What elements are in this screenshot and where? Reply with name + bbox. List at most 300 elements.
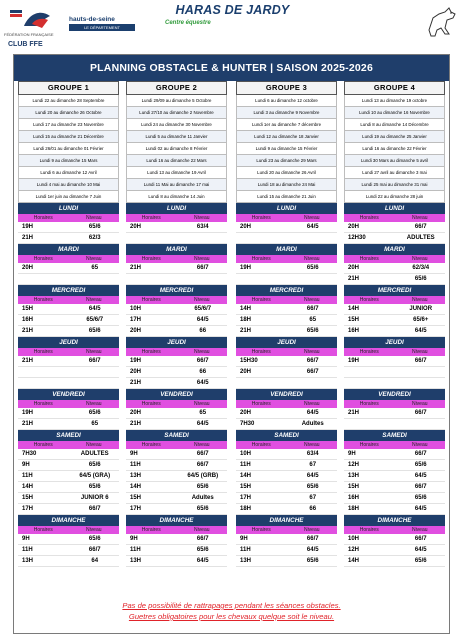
schedule-row (236, 449, 337, 460)
day-section (126, 515, 227, 567)
time-cell: 20H (240, 224, 252, 230)
level-cell: 65/6 (88, 536, 101, 542)
schedule-row (236, 326, 337, 337)
day-section (344, 515, 445, 567)
time-cell: 20H (130, 369, 142, 375)
level-cell: 65 (199, 410, 207, 416)
brand-block (165, 3, 300, 26)
time-cell: 19H (348, 358, 360, 364)
niveau-label: Niveau (303, 215, 320, 221)
day-section (236, 515, 337, 567)
day-header: MARDI (344, 244, 445, 255)
week-item: Lundi 16 au dimanche 22 Mars (126, 155, 227, 167)
time-cell: 17H (130, 317, 142, 323)
schedule-row (236, 263, 337, 274)
level-cell: 66/7 (196, 358, 209, 364)
column-headers (126, 400, 227, 408)
time-cell: 21H (22, 328, 34, 334)
day-header: JEUDI (18, 337, 119, 348)
schedule-row (344, 534, 445, 545)
schedule-row (344, 545, 445, 556)
schedule-row (126, 449, 227, 460)
horaires-label: Horaires (251, 401, 271, 407)
week-item: Lundi 11 Mai au dimanche 17 mai (126, 179, 227, 191)
day-section (18, 244, 119, 285)
time-cell: 20H (130, 328, 142, 334)
day-section (18, 389, 119, 430)
horaires-label: Horaires (359, 297, 379, 303)
dept-name: hauts-de-seine (69, 16, 115, 23)
level-cell: 65/6 (414, 462, 427, 468)
day-header: SAMEDI (126, 430, 227, 441)
horaires-label: Horaires (33, 527, 53, 533)
schedule-row (18, 504, 119, 515)
schedule-row (18, 419, 119, 430)
time-cell: 14H (240, 306, 252, 312)
ffe-club-logo (2, 4, 62, 50)
group-header: GROUPE 3 (236, 81, 337, 95)
level-cell: 65/6 (306, 558, 319, 564)
column-headers (344, 296, 445, 304)
column-headers (344, 441, 445, 449)
column-headers (236, 400, 337, 408)
schedule-row (344, 449, 445, 460)
column-headers (344, 400, 445, 408)
level-cell: Adultes (191, 495, 214, 501)
level-cell: JUNIOR (409, 306, 433, 312)
level-cell: 64/5 (414, 473, 427, 479)
empty-row (126, 274, 227, 285)
horaires-label: Horaires (141, 442, 161, 448)
day-header: MERCREDI (344, 285, 445, 296)
day-header: VENDREDI (126, 389, 227, 400)
horaires-label: Horaires (251, 297, 271, 303)
schedule-row (236, 367, 337, 378)
schedule-row (18, 304, 119, 315)
time-cell: 21H (130, 380, 142, 386)
schedule-row (126, 460, 227, 471)
level-cell: 64/5 (GRA) (79, 473, 111, 479)
schedule-row (126, 534, 227, 545)
week-item: Lundi 4 mai au dimanche 10 Mai (18, 179, 119, 191)
empty-row (344, 419, 445, 430)
schedule-row (18, 556, 119, 567)
horse-logo (425, 6, 459, 38)
schedule-row (18, 408, 119, 419)
day-section (126, 337, 227, 389)
week-item: Lundi 27/10 au dimanche 2 Novembre (126, 107, 227, 119)
time-cell: 19H (130, 358, 142, 364)
group-header: GROUPE 2 (126, 81, 227, 95)
column-headers (18, 400, 119, 408)
time-cell: 15H (130, 495, 142, 501)
day-section (126, 285, 227, 337)
schedule-row (236, 460, 337, 471)
schedule-row (126, 367, 227, 378)
time-cell: 17H (130, 506, 142, 512)
empty-row (18, 367, 119, 378)
time-cell: 15H (22, 306, 34, 312)
niveau-label: Niveau (193, 349, 210, 355)
schedule-row (236, 304, 337, 315)
column-headers (236, 526, 337, 534)
horaires-label: Horaires (141, 215, 161, 221)
schedule-row (236, 315, 337, 326)
horaires-label: Horaires (141, 527, 161, 533)
level-cell: 65/6 (414, 558, 427, 564)
horaires-label: Horaires (359, 401, 379, 407)
level-cell: 66 (309, 506, 317, 512)
schedule-row (126, 493, 227, 504)
niveau-label: Niveau (193, 256, 210, 262)
schedule-row (18, 482, 119, 493)
time-cell: 21H (130, 265, 142, 271)
level-cell: 64/5 (414, 547, 427, 553)
level-cell: Adultes (301, 421, 324, 427)
group-column (126, 81, 227, 567)
schedule-row (126, 556, 227, 567)
week-item: Lundi 5 au dimanche 11 Janvier (126, 131, 227, 143)
horaires-label: Horaires (359, 215, 379, 221)
week-item: Lundi 6 au dimanche 12 Avril (18, 167, 119, 179)
column-headers (126, 255, 227, 263)
group-header: GROUPE 1 (18, 81, 119, 95)
level-cell: 65/6 (196, 506, 209, 512)
empty-row (236, 378, 337, 389)
week-item: Lundi 3 au dimanche 9 Novembre (236, 107, 337, 119)
schedule-row (18, 233, 119, 244)
time-cell: 17H (22, 506, 34, 512)
week-item: Lundi 19 au dimanche 25 Janvier (344, 131, 445, 143)
week-item: Lundi 16 au dimanche 22 Février (344, 143, 445, 155)
brand-title: HARAS DE JARDY (175, 3, 290, 17)
level-cell: 64/5 (196, 317, 209, 323)
day-header: DIMANCHE (126, 515, 227, 526)
week-item: Lundi 15 au dimanche 21 Juin (236, 191, 337, 203)
schedule-row (126, 378, 227, 389)
level-cell: 66/7 (414, 484, 427, 490)
column-headers (126, 348, 227, 356)
time-cell: 21H (130, 421, 142, 427)
week-item: Lundi 10 au dimanche 16 Novembre (344, 107, 445, 119)
level-cell: 67 (309, 462, 317, 468)
time-cell: 10H (348, 536, 360, 542)
horaires-label: Horaires (141, 297, 161, 303)
time-cell: 11H (240, 462, 251, 468)
week-item: Lundi 13 au dimanche 19 octobre (344, 95, 445, 107)
time-cell: 17H (240, 495, 252, 501)
time-cell: 20H (22, 265, 34, 271)
schedule-row (344, 504, 445, 515)
schedule-row (18, 449, 119, 460)
schedule-row (344, 263, 445, 274)
schedule-plate (13, 54, 450, 634)
level-cell: 65/6 (88, 410, 101, 416)
week-item: Lundi 26/01 au dimanche 01 Février (18, 143, 119, 155)
time-cell: 15H (348, 317, 360, 323)
niveau-label: Niveau (411, 401, 428, 407)
day-header: MARDI (126, 244, 227, 255)
empty-row (18, 274, 119, 285)
schedule-row (236, 408, 337, 419)
schedule-row (126, 482, 227, 493)
time-cell: 16H (348, 328, 360, 334)
niveau-label: Niveau (85, 215, 102, 221)
level-cell: ADULTES (406, 235, 435, 241)
level-cell: 66/7 (414, 224, 427, 230)
footer-line-2: Guetres obligatoires pour les chevaux quelque soit le niveau. (128, 612, 335, 621)
schedule-row (126, 504, 227, 515)
level-cell: 65/6 (88, 224, 101, 230)
day-header: MARDI (236, 244, 337, 255)
horaires-label: Horaires (251, 442, 271, 448)
time-cell: 19H (240, 265, 252, 271)
day-header: SAMEDI (344, 430, 445, 441)
day-header: DIMANCHE (344, 515, 445, 526)
time-cell: 21H (22, 358, 34, 364)
schedule-row (18, 326, 119, 337)
horaires-label: Horaires (33, 442, 53, 448)
schedule-row (344, 482, 445, 493)
niveau-label: Niveau (303, 297, 320, 303)
horaires-label: Horaires (141, 401, 161, 407)
schedule-row (126, 222, 227, 233)
level-cell: 66 (199, 328, 207, 334)
level-cell: 66/7 (88, 358, 101, 364)
week-item: Lundi 17 au dimanche 23 Novembre (18, 119, 119, 131)
level-cell: 64/5 (196, 421, 209, 427)
niveau-label: Niveau (411, 442, 428, 448)
niveau-label: Niveau (193, 527, 210, 533)
day-section (18, 515, 119, 567)
niveau-label: Niveau (303, 442, 320, 448)
time-cell: 15H30 (240, 358, 258, 364)
schedule-row (236, 534, 337, 545)
time-cell: 13H (240, 558, 252, 564)
horaires-label: Horaires (33, 401, 53, 407)
schedule-row (126, 315, 227, 326)
level-cell: 65/6+ (413, 317, 429, 323)
schedule-row (236, 356, 337, 367)
time-cell: 15H (240, 484, 252, 490)
column-headers (344, 526, 445, 534)
brand-subtitle: Centre équestre (165, 20, 211, 26)
level-cell: 66/7 (306, 536, 319, 542)
niveau-label: Niveau (411, 256, 428, 262)
horaires-label: Horaires (141, 349, 161, 355)
level-cell: 66/7 (196, 451, 209, 457)
schedule-row (18, 545, 119, 556)
empty-row (18, 378, 119, 389)
day-header: LUNDI (126, 203, 227, 214)
schedule-row (126, 326, 227, 337)
week-item: Lundi 29/09 au dimanche 5 Octobre (126, 95, 227, 107)
day-section (126, 203, 227, 244)
level-cell: 66 (199, 369, 207, 375)
level-cell: 66/7 (306, 369, 319, 375)
day-header: JEUDI (236, 337, 337, 348)
empty-row (236, 274, 337, 285)
svg-text:CLUB FFE: CLUB FFE (8, 41, 43, 48)
time-cell: 11H (22, 473, 33, 479)
level-cell: 67 (309, 495, 317, 501)
day-section (344, 430, 445, 515)
week-item: Lundi 22 au dimanche 28 juin (344, 191, 445, 203)
week-item: Lundi 23 au dimanche 29 Mars (236, 155, 337, 167)
time-cell: 18H (240, 506, 252, 512)
planning-banner: PLANNING OBSTACLE & HUNTER | SAISON 2025-2026 (14, 55, 449, 81)
schedule-row (344, 326, 445, 337)
day-header: MERCREDI (126, 285, 227, 296)
day-section (18, 337, 119, 389)
time-cell: 20H (130, 410, 142, 416)
day-section (236, 244, 337, 285)
horaires-label: Horaires (33, 215, 53, 221)
column-headers (236, 214, 337, 222)
niveau-label: Niveau (303, 256, 320, 262)
horaires-label: Horaires (359, 256, 379, 262)
week-item: Lundi 15 au dimanche 21 Décembre (18, 131, 119, 143)
level-cell: 64 (91, 558, 99, 564)
day-header: MARDI (18, 244, 119, 255)
time-cell: 14H (348, 306, 360, 312)
time-cell: 13H (348, 473, 360, 479)
level-cell: 62/3 (88, 235, 101, 241)
column-headers (236, 296, 337, 304)
day-header: MERCREDI (236, 285, 337, 296)
week-item: Lundi 20 au dimanche 26 Avril (236, 167, 337, 179)
schedule-row (344, 460, 445, 471)
week-item: Lundi 1er au dimanche 7 décembre (236, 119, 337, 131)
day-section (126, 244, 227, 285)
empty-row (344, 367, 445, 378)
time-cell: 9H (348, 451, 356, 457)
schedule-row (236, 222, 337, 233)
horaires-label: Horaires (359, 527, 379, 533)
time-cell: 15H (348, 484, 360, 490)
schedule-row (344, 493, 445, 504)
time-cell: 9H (130, 536, 138, 542)
level-cell: 65 (309, 317, 317, 323)
niveau-label: Niveau (193, 401, 210, 407)
niveau-label: Niveau (85, 442, 102, 448)
niveau-label: Niveau (303, 349, 320, 355)
column-headers (126, 296, 227, 304)
time-cell: 16H (22, 317, 34, 323)
level-cell: JUNIOR 6 (80, 495, 109, 501)
schedule-row (236, 471, 337, 482)
week-item: Lundi 9 au dimanche 15 Mars (18, 155, 119, 167)
time-cell: 14H (22, 484, 34, 490)
level-cell: 66/7 (196, 462, 209, 468)
time-cell: 12H (348, 547, 360, 553)
column-headers (236, 255, 337, 263)
day-header: VENDREDI (236, 389, 337, 400)
day-section (18, 430, 119, 515)
day-header: LUNDI (236, 203, 337, 214)
column-headers (344, 214, 445, 222)
column-headers (18, 214, 119, 222)
level-cell: 66/7 (414, 410, 427, 416)
schedule-row (344, 408, 445, 419)
day-section (236, 285, 337, 337)
day-section (18, 285, 119, 337)
schedule-row (18, 534, 119, 545)
niveau-label: Niveau (411, 349, 428, 355)
time-cell: 19H (22, 410, 34, 416)
dept-tag: LE DÉPARTEMENT (69, 24, 135, 31)
horaires-label: Horaires (251, 215, 271, 221)
empty-row (236, 233, 337, 244)
schedule-row (126, 545, 227, 556)
niveau-label: Niveau (85, 527, 102, 533)
time-cell: 21H (22, 235, 34, 241)
level-cell: 64/5 (306, 224, 319, 230)
time-cell: 20H (348, 224, 360, 230)
level-cell: 63/4 (196, 224, 209, 230)
time-cell: 21H (348, 410, 360, 416)
niveau-label: Niveau (411, 297, 428, 303)
group-header: GROUPE 4 (344, 81, 445, 95)
niveau-label: Niveau (85, 349, 102, 355)
level-cell: 66/7 (196, 536, 209, 542)
horaires-label: Horaires (33, 297, 53, 303)
day-section (236, 337, 337, 389)
week-item: Lundi 12 au dimanche 18 Janvier (236, 131, 337, 143)
level-cell: 64/5 (414, 506, 427, 512)
level-cell: 65/6 (414, 495, 427, 501)
day-section (344, 244, 445, 285)
schedule-row (236, 482, 337, 493)
day-header: JEUDI (126, 337, 227, 348)
time-cell: 13H (22, 558, 34, 564)
day-section (344, 285, 445, 337)
level-cell: 65/6/7 (86, 317, 104, 323)
column-headers (126, 526, 227, 534)
schedule-row (236, 556, 337, 567)
level-cell: 65/6 (306, 328, 319, 334)
time-cell: 9H (130, 451, 138, 457)
level-cell: 65/6 (196, 484, 209, 490)
day-header: MERCREDI (18, 285, 119, 296)
level-cell: 65 (91, 421, 99, 427)
time-cell: 10H (130, 306, 142, 312)
time-cell: 11H (240, 547, 251, 553)
schedule-row (18, 460, 119, 471)
weeks-list (18, 95, 119, 203)
level-cell: 66/7 (196, 265, 209, 271)
svg-text:FÉDÉRATION FRANÇAISE: FÉDÉRATION FRANÇAISE (4, 32, 54, 37)
hauts-de-seine-logo (69, 16, 141, 36)
day-header: DIMANCHE (18, 515, 119, 526)
level-cell: 65/6 (88, 328, 101, 334)
time-cell: 9H (240, 536, 248, 542)
column-headers (344, 348, 445, 356)
week-item: Lundi 8 au dimanche 14 Décembre (344, 119, 445, 131)
time-cell: 20H (240, 369, 252, 375)
time-cell: 14H (240, 473, 252, 479)
level-cell: 66/7 (88, 506, 101, 512)
horaires-label: Horaires (141, 256, 161, 262)
week-item: Lundi 27 avril au dimanche 3 mai (344, 167, 445, 179)
level-cell: 65/6/7 (194, 306, 212, 312)
group-column (344, 81, 445, 567)
day-header: JEUDI (344, 337, 445, 348)
time-cell: 16H (348, 495, 360, 501)
schedule-row (126, 263, 227, 274)
horaires-label: Horaires (33, 256, 53, 262)
horaires-label: Horaires (33, 349, 53, 355)
